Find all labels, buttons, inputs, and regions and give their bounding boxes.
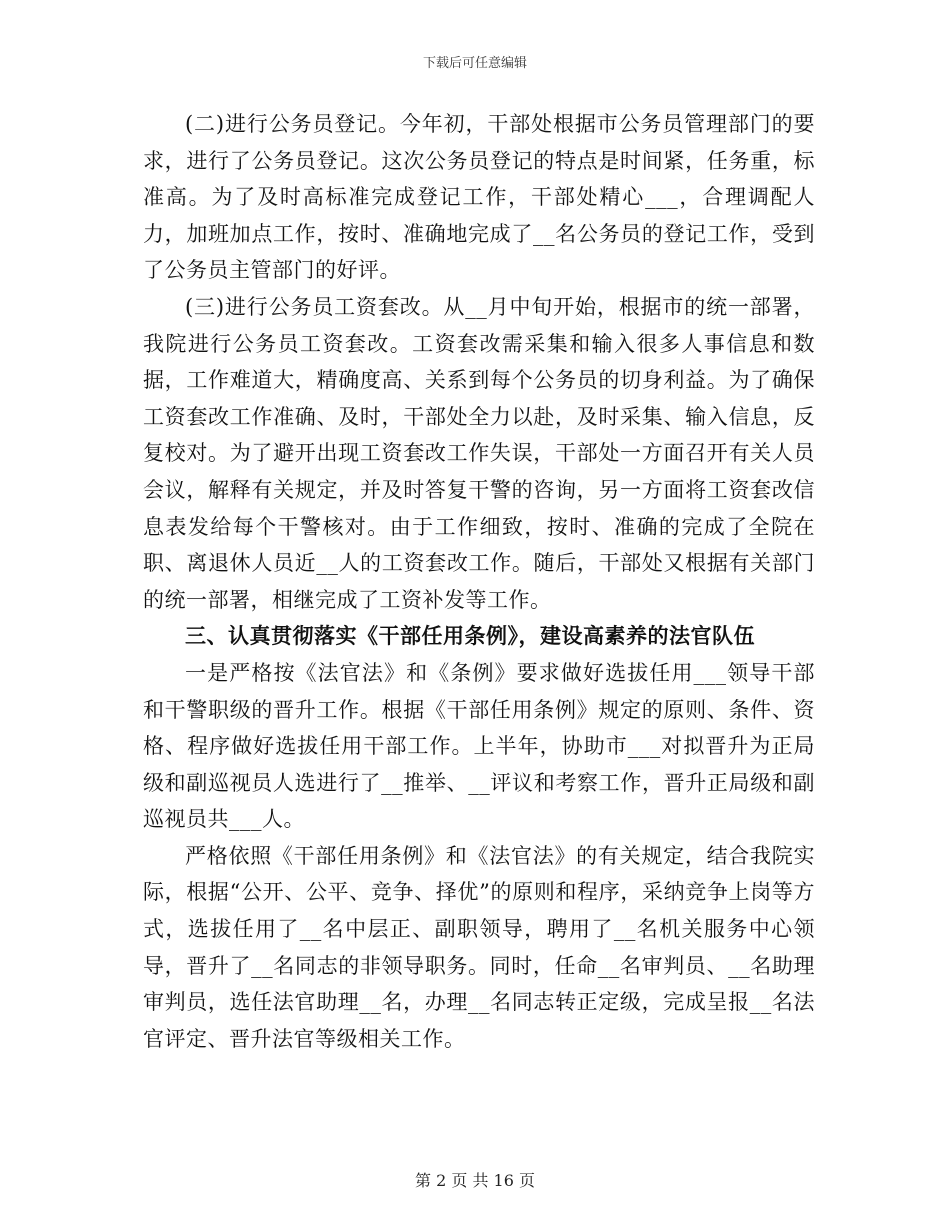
page-header-note: 下载后可任意编辑: [422, 56, 527, 71]
page-number: 第 2 页 共 16 页: [415, 1171, 535, 1190]
paragraph-civil-servant-registration: (二)进行公务员登记。今年初，干部处根据市公务员管理部门的要求，进行了公务员登记。这次公务员登记的特点是时间紧，任务重，标准高。为了及时高标准完成登记工作，干部处精心___，合理调配人力，加班加点工作，按时、准确地完成了__名公务员的登记工作，受到了公务员主管部门的好评。: [143, 112, 815, 283]
document-body: [143, 106, 815, 1057]
section-heading: 三、认真贯彻落实《干部任用条例》，建设高素养的法官队伍: [185, 624, 755, 649]
paragraph-selection-promotion: 一是严格按《法官法》和《条例》要求做好选拔任用___领导干部和干警职级的晋升工作。根据《干部任用条例》规定的原则、条件、资格、程序做好选拔任用干部工作。上半年，协助市___对拟晋升为正局级和副巡视员人选进行了__推举、__评议和考察工作，晋升正局级和副巡视员共___人。: [143, 660, 815, 832]
paragraph-salary-reform: (三)进行公务员工资套改。从__月中旬开始，根据市的统一部署，我院进行公务员工资套改。工资套改需采集和输入很多人事信息和数据，工作难道大，精确度高、关系到每个公务员的切身利益。为了确保工资套改工作准确、及时，干部处全力以赴，及时采集、输入信息，反复校对。为了避开出现工资套改工作失误，干部处一方面召开有关人员会议，解释有关规定，并及时答复干警的咨询，另一方面将工资套改信息表发给每个干警核对。由于工作细致，按时、准确的完成了全院在职、离退休人员近__人的工资套改工作。随后，干部处又根据有关部门的统一部署，相继完成了工资补发等工作。: [143, 294, 815, 612]
paragraph-appointment-regulations: 严格依照《干部任用条例》和《法官法》的有关规定，结合我院实际，根据“公开、公平、竞争、择优”的原则和程序，采纳竞争上岗等方式，选拔任用了__名中层正、副职领导，聘用了__名机关服务中心领导，晋升了__名同志的非领导职务。同时，任命__名审判员、__名助理审判员，选任法官助理__名，办理__名同志转正定级，完成呈报__名法官评定、晋升法官等级相关工作。: [143, 843, 815, 1051]
